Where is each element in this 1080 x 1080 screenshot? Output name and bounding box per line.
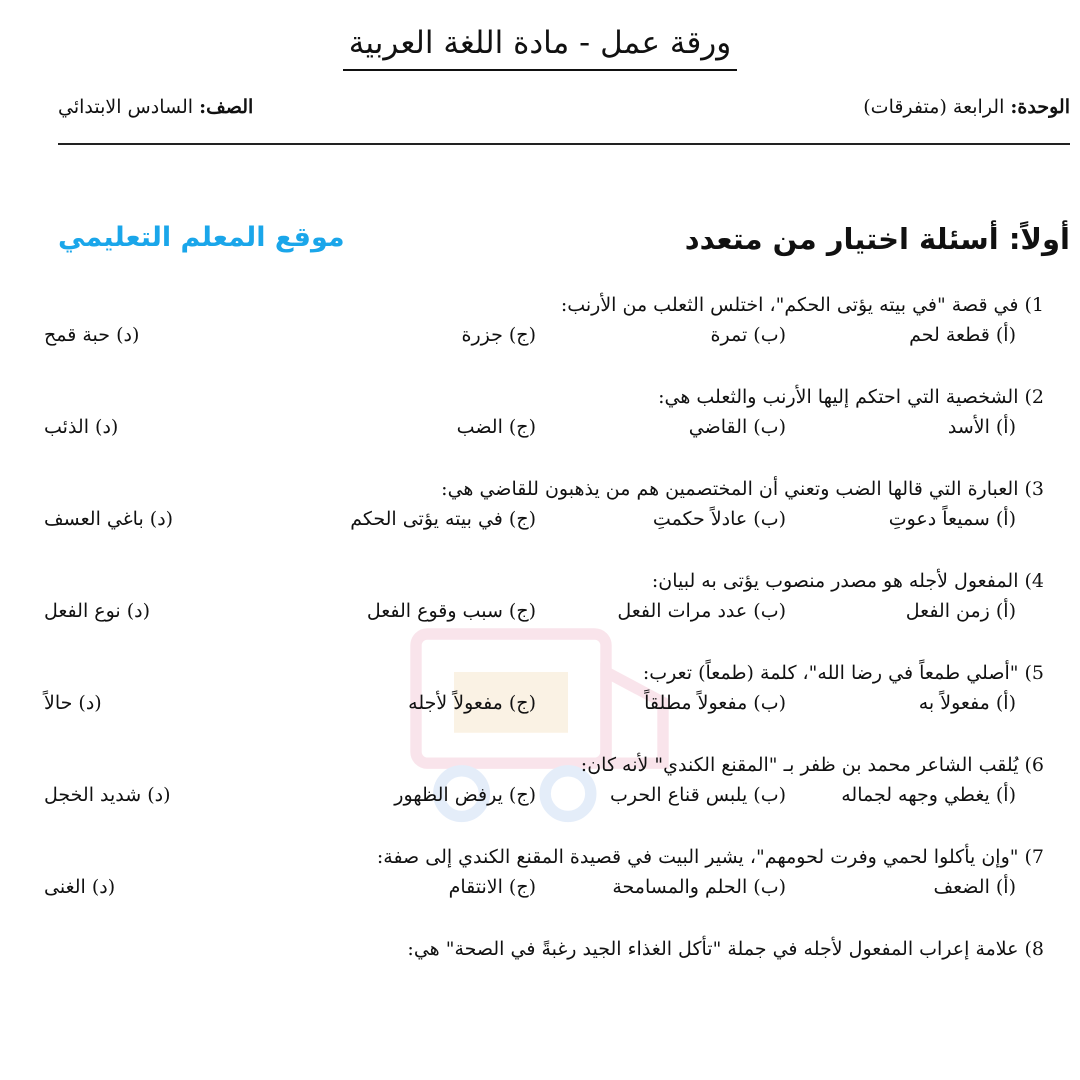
option-b[interactable]: (ب) القاضي (688, 416, 786, 438)
question-4 (44, 566, 1056, 658)
options-row (44, 780, 1056, 814)
title-container (0, 24, 1080, 71)
question-1 (44, 290, 1056, 382)
question-stem: يُلقب الشاعر محمد بن ظفر بـ "المقنع الكندي" لأنه كان: (580, 754, 1019, 776)
worksheet-title: ورقة عمل - مادة اللغة العربية (343, 24, 737, 71)
question-stem: علامة إعراب المفعول لأجله في جملة "تأكل الغذاء الجيد رغبةً في الصحة" هي: (407, 938, 1019, 960)
question-stem: في قصة "في بيته يؤتى الحكم"، اختلس الثعلب من الأرنب: (560, 294, 1019, 316)
question-number: 8) (1024, 938, 1044, 960)
question-5 (44, 658, 1056, 750)
question-7 (44, 842, 1056, 934)
question-number: 6) (1024, 754, 1044, 776)
option-b[interactable]: (ب) الحلم والمسامحة (612, 876, 786, 898)
option-a[interactable]: (أ) يغطي وجهه لجماله (841, 784, 1016, 806)
option-d[interactable]: (د) الغنى (44, 876, 116, 898)
info-row (58, 96, 1070, 126)
option-d[interactable]: (د) نوع الفعل (44, 600, 151, 622)
unit-value: الرابعة (متفرقات) (863, 96, 1005, 118)
option-d[interactable]: (د) حالاً (44, 692, 102, 714)
option-d[interactable]: (د) شديد الخجل (44, 784, 171, 806)
option-c[interactable]: (ج) جزرة (461, 324, 536, 346)
option-a[interactable]: (أ) قطعة لحم (909, 324, 1016, 346)
question-stem: الشخصية التي احتكم إليها الأرنب والثعلب هي: (658, 386, 1019, 408)
unit-label: الوحدة: (1010, 96, 1070, 118)
option-a[interactable]: (أ) زمن الفعل (905, 600, 1016, 622)
option-b[interactable]: (ب) عدد مرات الفعل (617, 600, 786, 622)
site-watermark-text: موقع المعلم التعليمي (58, 222, 345, 253)
option-a[interactable]: (أ) الأسد (947, 416, 1016, 438)
option-c[interactable]: (ج) مفعولاً لأجله (408, 692, 536, 714)
option-c[interactable]: (ج) الانتقام (448, 876, 536, 898)
options-row (44, 320, 1056, 354)
question-number: 2) (1024, 386, 1044, 408)
option-b[interactable]: (ب) مفعولاً مطلقاً (644, 692, 786, 714)
question-stem: "وإن يأكلوا لحمي وفرت لحومهم"، يشير البيت في قصيدة المقنع الكندي إلى صفة: (376, 846, 1019, 868)
option-b[interactable]: (ب) عادلاً حكمتِ (652, 508, 786, 530)
option-c[interactable]: (ج) في بيته يؤتى الحكم (350, 508, 536, 530)
grade-value: السادس الابتدائي (58, 96, 194, 118)
grade-label: الصف: (199, 96, 254, 118)
option-b[interactable]: (ب) يلبس قناع الحرب (609, 784, 786, 806)
question-6 (44, 750, 1056, 842)
question-number: 7) (1024, 846, 1044, 868)
options-row (44, 596, 1056, 630)
grade-info (58, 96, 253, 118)
option-c[interactable]: (ج) الضب (456, 416, 536, 438)
option-d[interactable]: (د) حبة قمح (44, 324, 140, 346)
question-stem: العبارة التي قالها الضب وتعني أن المختصمين هم من يذهبون للقاضي هي: (441, 478, 1019, 500)
option-c[interactable]: (ج) سبب وقوع الفعل (366, 600, 536, 622)
options-row (44, 872, 1056, 906)
question-number: 4) (1024, 570, 1044, 592)
question-number: 5) (1024, 662, 1044, 684)
options-row (44, 688, 1056, 722)
question-stem: المفعول لأجله هو مصدر منصوب يؤتى به لبيان: (651, 570, 1019, 592)
options-row (44, 412, 1056, 446)
unit-info (863, 96, 1070, 118)
question-stem: "أصلي طمعاً في رضا الله"، كلمة (طمعاً) تعرب: (642, 662, 1019, 684)
question-number: 3) (1024, 478, 1044, 500)
section-heading: أولاً: أسئلة اختيار من متعدد (684, 222, 1070, 256)
questions-list (44, 290, 1056, 1026)
option-b[interactable]: (ب) تمرة (710, 324, 786, 346)
question-number: 1) (1024, 294, 1044, 316)
option-a[interactable]: (أ) مفعولاً به (918, 692, 1016, 714)
options-row (44, 504, 1056, 538)
option-d[interactable]: (د) الذئب (44, 416, 119, 438)
option-c[interactable]: (ج) يرفض الظهور (394, 784, 536, 806)
option-a[interactable]: (أ) سميعاً دعوتِ (888, 508, 1016, 530)
header-divider (58, 143, 1070, 145)
question-2 (44, 382, 1056, 474)
option-a[interactable]: (أ) الضعف (933, 876, 1016, 898)
question-8 (44, 934, 1056, 1026)
option-d[interactable]: (د) باغي العسف (44, 508, 174, 530)
question-3 (44, 474, 1056, 566)
